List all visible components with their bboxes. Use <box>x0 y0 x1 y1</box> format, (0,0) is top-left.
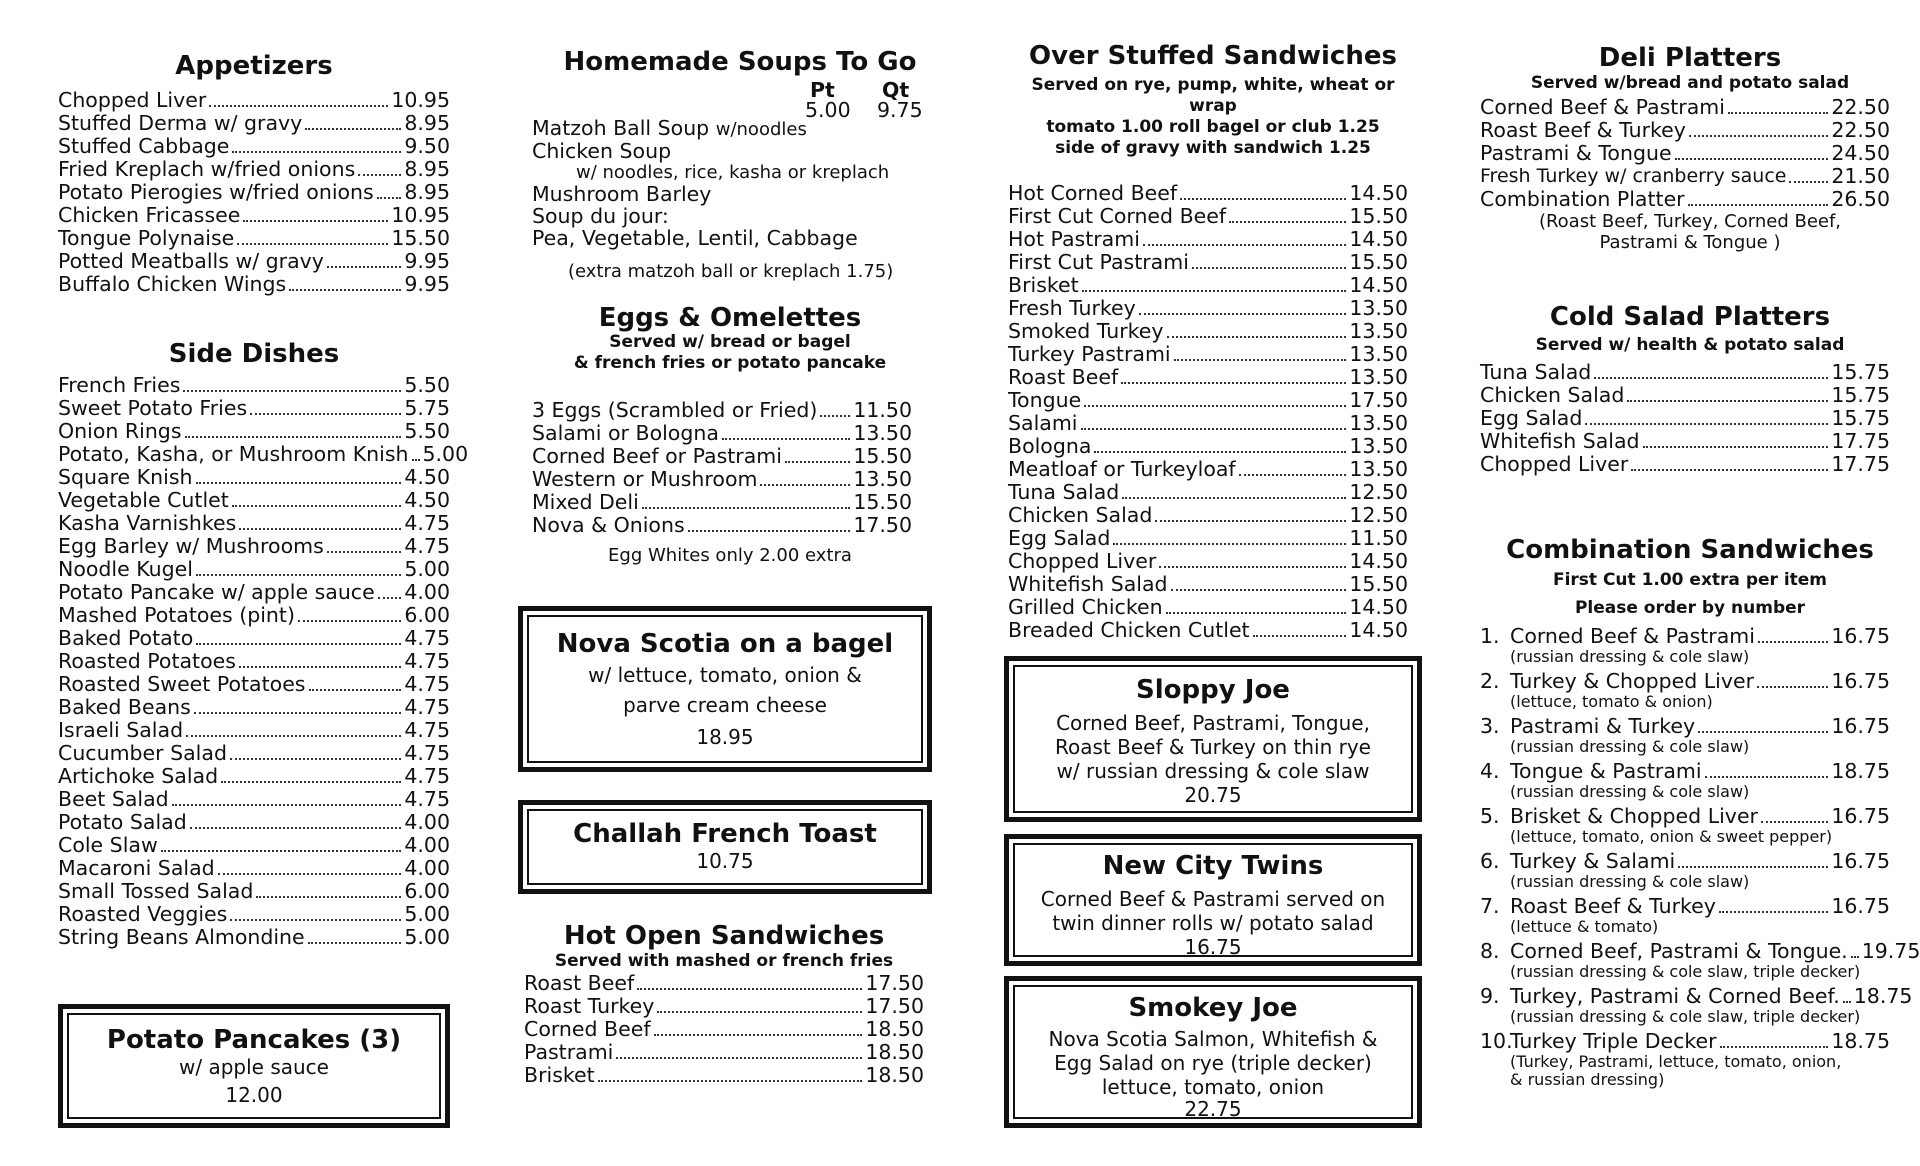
list-item: Tuna Salad 12.50 <box>1008 479 1408 504</box>
cold-title: Cold Salad Platters <box>1549 301 1831 332</box>
list-item: First Cut Pastrami 15.50 <box>1008 249 1408 274</box>
challah-price: 10.75 <box>696 849 754 873</box>
list-item: Corned Beef or Pastrami 15.50 <box>532 443 912 468</box>
over-stuffed-sub1: Served on rye, pump, white, wheat or wrap <box>1031 74 1395 116</box>
list-item: Breaded Chicken Cutlet 14.50 <box>1008 617 1408 642</box>
list-item: 9. Turkey, Pastrami & Corned Beef. 18.75 <box>1480 983 1913 1008</box>
sloppy-joe-line1: Corned Beef, Pastrami, Tongue, <box>1056 711 1370 735</box>
column-2 <box>520 0 940 566</box>
list-item: Salami or Bologna 13.50 <box>532 420 912 445</box>
nova-line2: parve cream cheese <box>623 693 827 717</box>
soups-title: Homemade Soups To Go <box>563 47 917 77</box>
list-item: Fresh Turkey 13.50 <box>1008 295 1408 320</box>
list-item: Stuffed Derma w/ gravy 8.95 <box>58 110 450 135</box>
list-item: Chicken Fricassee 10.95 <box>58 202 450 227</box>
deli-list <box>1480 96 1890 211</box>
deli-note2: Pastrami & Tongue ) <box>1599 231 1781 253</box>
combo-desc: (Turkey, Pastrami, lettuce, tomato, onion, & russian dressing) <box>1510 1051 1842 1089</box>
list-item: Roasted Veggies 5.00 <box>58 902 450 927</box>
nova-title: Nova Scotia on a bagel <box>556 629 894 659</box>
new-city-twins-box <box>1004 834 1422 966</box>
combo-desc: (russian dressing & cole slaw, triple decker) <box>1510 961 1861 981</box>
challah-box <box>518 800 932 894</box>
list-item: Roasted Potatoes 4.75 <box>58 649 450 674</box>
combo-desc: (russian dressing & cole slaw) <box>1510 736 1750 756</box>
smokey-joe-line3: lettuce, tomato, onion <box>1101 1075 1325 1099</box>
list-item: Chicken Salad 15.75 <box>1480 382 1890 407</box>
smokey-joe-title: Smokey Joe <box>1128 993 1298 1023</box>
soup-list <box>532 117 940 282</box>
new-city-twins-price: 16.75 <box>1184 935 1242 959</box>
list-item: Nova & Onions 17.50 <box>532 512 912 537</box>
list-item: Hot Corned Beef 14.50 <box>1008 180 1408 205</box>
list-item: Whitefish Salad 15.50 <box>1008 571 1408 596</box>
combo-title: Combination Sandwiches <box>1506 534 1874 565</box>
list-item: Cucumber Salad 4.75 <box>58 741 450 766</box>
deli-note1: (Roast Beef, Turkey, Corned Beef, <box>1538 210 1842 232</box>
list-item: 10.Turkey Triple Decker 18.75 <box>1480 1028 1890 1053</box>
list-item: Tongue Polynaise 15.50 <box>58 225 450 250</box>
combo-desc: (lettuce, tomato & onion) <box>1510 691 1713 711</box>
smokey-joe-line2: Egg Salad on rye (triple decker) <box>1054 1051 1372 1075</box>
list-item: Artichoke Salad 4.75 <box>58 764 450 789</box>
sloppy-joe-title: Sloppy Joe <box>1136 675 1290 705</box>
list-item: Roast Beef 17.50 <box>524 970 924 995</box>
list-item: Potato Salad 4.00 <box>58 810 450 835</box>
list-item: Mixed Deli 15.50 <box>532 489 912 514</box>
combo-desc: (lettuce, tomato, onion & sweet pepper) <box>1510 826 1833 846</box>
potato-pancakes-desc: w/ apple sauce <box>179 1055 329 1079</box>
list-item: Baked Beans 4.75 <box>58 695 450 720</box>
list-item: Soup du jour: <box>532 203 669 228</box>
list-item: 2. Turkey & Chopped Liver 16.75 <box>1480 668 1890 693</box>
nova-price: 18.95 <box>696 725 754 749</box>
list-item: Egg Salad 15.75 <box>1480 405 1890 430</box>
list-item: Hot Pastrami 14.50 <box>1008 226 1408 251</box>
list-item: Egg Barley w/ Mushrooms 4.75 <box>58 534 450 559</box>
list-item: Potato Pierogies w/fried onions 8.95 <box>58 179 450 204</box>
list-item: Mashed Potatoes (pint) 6.00 <box>58 603 450 628</box>
list-item: 5. Brisket & Chopped Liver 16.75 <box>1480 803 1890 828</box>
list-item: Chopped Liver 10.95 <box>58 87 450 112</box>
smokey-joe-line1: Nova Scotia Salmon, Whitefish & <box>1048 1027 1378 1051</box>
list-item: 1. Corned Beef & Pastrami 16.75 <box>1480 623 1890 648</box>
qt-label: Qt <box>882 77 910 102</box>
combo-list <box>1480 623 1920 1089</box>
list-item: Salami 13.50 <box>1008 410 1408 435</box>
list-item: Whitefish Salad 17.75 <box>1480 428 1890 453</box>
list-item: Small Tossed Salad 6.00 <box>58 879 450 904</box>
list-item: Israeli Salad 4.75 <box>58 718 450 743</box>
list-item: Corned Beef & Pastrami 22.50 <box>1480 94 1890 119</box>
list-item: Chicken Soup <box>532 138 672 163</box>
list-item: Roasted Sweet Potatoes 4.75 <box>58 672 450 697</box>
eggs-list <box>532 399 912 537</box>
challah-title: Challah French Toast <box>573 819 877 849</box>
list-item: Macaroni Salad 4.00 <box>58 856 450 881</box>
new-city-twins-title: New City Twins <box>1102 851 1324 881</box>
eggs-title: Eggs & Omelettes <box>598 302 862 333</box>
list-item: Pastrami & Tongue 24.50 <box>1480 140 1890 165</box>
list-item: Pastrami 18.50 <box>524 1039 924 1064</box>
list-item: Turkey Pastrami 13.50 <box>1008 341 1408 366</box>
column-3 <box>1008 0 1418 642</box>
list-item: Potato, Kasha, or Mushroom Knish 5.00 <box>58 442 469 467</box>
list-item: Stuffed Cabbage 9.50 <box>58 133 450 158</box>
list-item: Cole Slaw 4.00 <box>58 833 450 858</box>
list-item: Smoked Turkey 13.50 <box>1008 318 1408 343</box>
list-item: Roast Beef 13.50 <box>1008 364 1408 389</box>
sloppy-joe-line3: w/ russian dressing & cole slaw <box>1056 759 1370 783</box>
list-item: Sweet Potato Fries 5.75 <box>58 396 450 421</box>
pt-label: Pt <box>810 77 835 102</box>
list-item: Chicken Salad 12.50 <box>1008 502 1408 527</box>
list-item: Fresh Turkey w/ cranberry sauce 21.50 <box>1480 163 1890 188</box>
smokey-joe-box <box>1004 976 1422 1128</box>
side-dishes-list <box>58 373 469 950</box>
list-item: Noodle Kugel 5.00 <box>58 557 450 582</box>
list-item: Roast Beef & Turkey 22.50 <box>1480 117 1890 142</box>
eggs-sub2: & french fries or potato pancake <box>573 353 887 374</box>
new-city-twins-line2: twin dinner rolls w/ potato salad <box>1052 911 1374 935</box>
list-item: Brisket 14.50 <box>1008 272 1408 297</box>
list-item: Matzoh Ball Soup w/noodles <box>532 115 807 140</box>
eggs-sub1: Served w/ bread or bagel <box>609 332 851 353</box>
cold-list <box>1480 361 1890 476</box>
list-item: Chopped Liver 14.50 <box>1008 548 1408 573</box>
combo-desc: (russian dressing & cole slaw, triple decker) <box>1510 1006 1861 1026</box>
list-item: Egg Salad 11.50 <box>1008 525 1408 550</box>
potato-pancakes-box <box>58 1004 450 1128</box>
soup-extra-note: (extra matzoh ball or kreplach 1.75) <box>568 260 894 282</box>
list-item: Grilled Chicken 14.50 <box>1008 594 1408 619</box>
list-item: Buffalo Chicken Wings 9.95 <box>58 271 450 296</box>
over-stuffed-list <box>1008 182 1408 642</box>
hot-open-section <box>524 922 924 1087</box>
sloppy-joe-price: 20.75 <box>1184 783 1242 807</box>
list-item: Onion Rings 5.50 <box>58 419 450 444</box>
cold-sub: Served w/ health & potato salad <box>1535 335 1845 356</box>
deli-sub: Served w/bread and potato salad <box>1530 72 1850 93</box>
soup-size-header <box>520 77 940 122</box>
sloppy-joe-line2: Roast Beef & Turkey on thin rye <box>1055 735 1371 759</box>
list-item: Baked Potato 4.75 <box>58 626 450 651</box>
list-item: 7. Roast Beef & Turkey 16.75 <box>1480 893 1890 918</box>
list-item: Western or Mushroom 13.50 <box>532 466 912 491</box>
chicken-soup-note: w/ noodles, rice, kasha or kreplach <box>576 161 890 183</box>
list-item: 3 Eggs (Scrambled or Fried) 11.50 <box>532 397 912 422</box>
nova-line1: w/ lettuce, tomato, onion & <box>588 663 862 687</box>
list-item: 4. Tongue & Pastrami 18.75 <box>1480 758 1890 783</box>
smokey-joe-price: 22.75 <box>1184 1097 1242 1121</box>
egg-whites-note: Egg Whites only 2.00 extra <box>608 544 852 566</box>
combo-sub1: First Cut 1.00 extra per item <box>1552 570 1828 591</box>
list-item: 6. Turkey & Salami 16.75 <box>1480 848 1890 873</box>
list-item: Tuna Salad 15.75 <box>1480 359 1890 384</box>
combo-desc: (russian dressing & cole slaw) <box>1510 871 1750 891</box>
list-item: Tongue 17.50 <box>1008 387 1408 412</box>
list-item: Roast Turkey 17.50 <box>524 993 924 1018</box>
appetizers-list <box>58 89 450 296</box>
qt-price: 9.75 <box>877 97 923 122</box>
list-item: String Beans Almondine 5.00 <box>58 925 450 950</box>
combo-desc: (russian dressing & cole slaw) <box>1510 646 1750 666</box>
list-item: Corned Beef 18.50 <box>524 1016 924 1041</box>
column-1 <box>58 0 469 950</box>
over-stuffed-sub2: tomato 1.00 roll bagel or club 1.25 <box>1046 117 1380 138</box>
list-item: Chopped Liver 17.75 <box>1480 451 1890 476</box>
deli-title: Deli Platters <box>1598 43 1782 73</box>
nova-box <box>518 606 932 772</box>
sloppy-joe-box <box>1004 656 1422 822</box>
list-item: Bologna 13.50 <box>1008 433 1408 458</box>
combo-desc: (lettuce & tomato) <box>1510 916 1659 936</box>
combo-sub2: Please order by number <box>1574 597 1806 618</box>
column-4 <box>1480 0 1920 1093</box>
over-stuffed-sub3: side of gravy with sandwich 1.25 <box>1055 138 1371 159</box>
list-item: First Cut Corned Beef 15.50 <box>1008 203 1408 228</box>
appetizers-title: Appetizers <box>175 51 333 81</box>
list-item: Square Knish 4.50 <box>58 465 450 490</box>
list-item: Combination Platter 26.50 <box>1480 186 1890 211</box>
list-item: 3. Pastrami & Turkey 16.75 <box>1480 713 1890 738</box>
list-item: Meatloaf or Turkeyloaf 13.50 <box>1008 456 1408 481</box>
list-item: Potato Pancake w/ apple sauce 4.00 <box>58 580 450 605</box>
hot-open-sub: Served with mashed or french fries <box>554 950 894 971</box>
new-city-twins-line1: Corned Beef & Pastrami served on <box>1040 887 1386 911</box>
list-item: Potted Meatballs w/ gravy 9.95 <box>58 248 450 273</box>
combo-desc: (russian dressing & cole slaw) <box>1510 781 1750 801</box>
list-item: Brisket 18.50 <box>524 1062 924 1087</box>
list-item: Fried Kreplach w/fried onions 8.95 <box>58 156 450 181</box>
side-dishes-title: Side Dishes <box>168 338 340 369</box>
list-item: Kasha Varnishkes 4.75 <box>58 511 450 536</box>
potato-pancakes-price: 12.00 <box>225 1083 283 1107</box>
list-item: 8. Corned Beef, Pastrami & Tongue. 19.75 <box>1480 938 1920 963</box>
list-item: Vegetable Cutlet 4.50 <box>58 488 450 513</box>
list-item: Mushroom Barley <box>532 181 712 206</box>
potato-pancakes-title: Potato Pancakes (3) <box>106 1025 402 1055</box>
list-item: French Fries 5.50 <box>58 373 450 398</box>
pt-price: 5.00 <box>805 97 851 122</box>
hot-open-title: Hot Open Sandwiches <box>563 921 885 951</box>
list-item: Pea, Vegetable, Lentil, Cabbage <box>532 225 858 250</box>
list-item: Beet Salad 4.75 <box>58 787 450 812</box>
over-stuffed-title: Over Stuffed Sandwiches <box>1029 41 1397 71</box>
